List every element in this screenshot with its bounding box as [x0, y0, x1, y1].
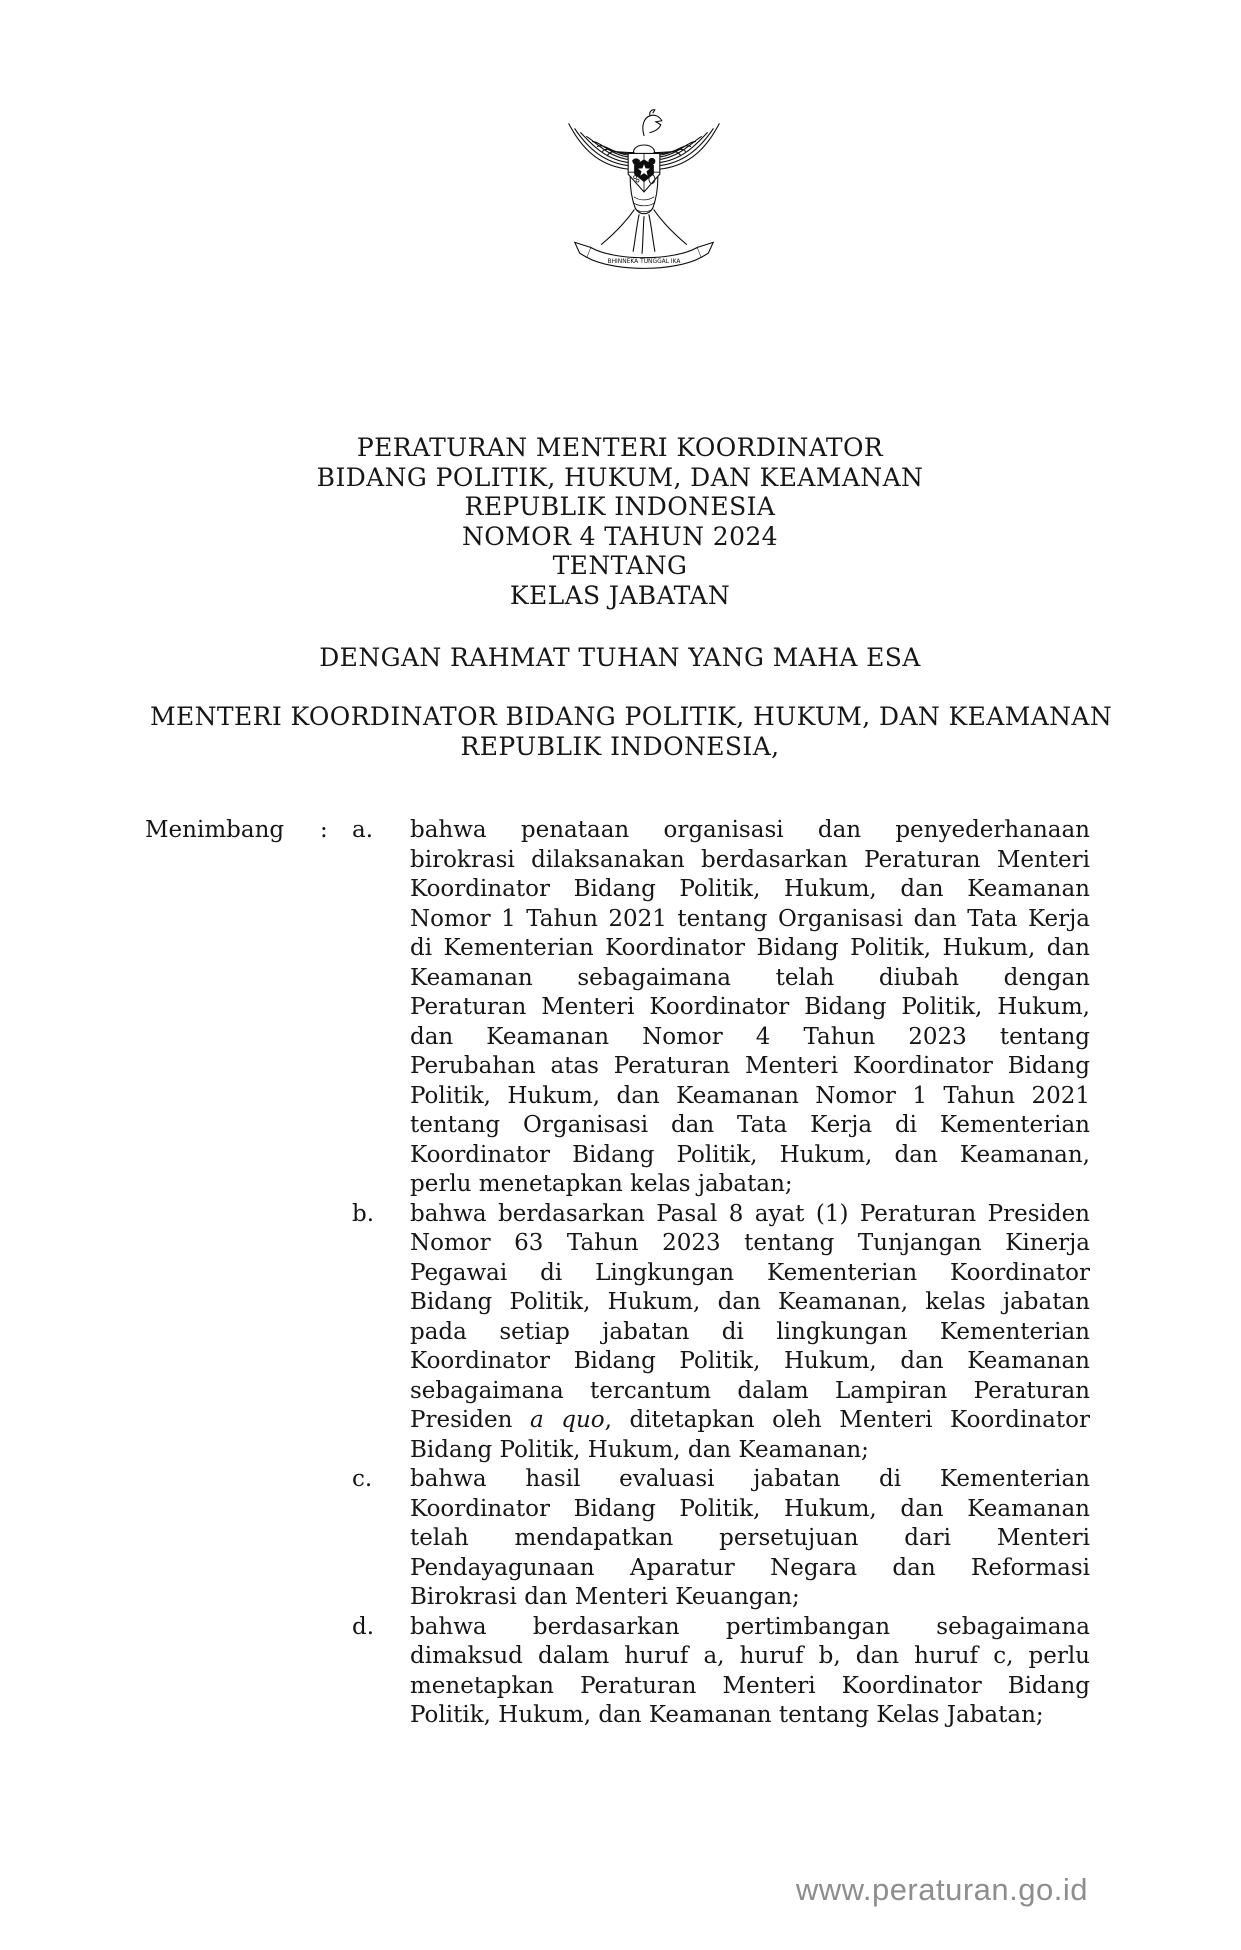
issuing-authority [150, 702, 1113, 761]
item-text: bahwa penataan organisasi dan penyederhanaan birokrasi dilaksanakan berdasarkan Peraturan Menteri Koordinator Bidang Politik, Hukum, dan Keamanan Nomor 1 Tahun 2021 tentang Organisasi dan Tata Kerja di Kementerian Koordinator Bidang Politik, Hukum, dan Keamanan sebagaimana telah diubah dengan Peraturan Menteri Koordinator Bidang Politik, Hukum, dan Keamanan Nomor 4 Tahun 2023 tentang Perubahan atas Peraturan Menteri Koordinator Bidang Politik, Hukum, dan Keamanan Nomor 1 Tahun 2021 tentang Organisasi dan Tata Kerja di Kementerian Koordinator Bidang Politik, Hukum, dan Keamanan, perlu menetapkan kelas jabatan; [410, 817, 1090, 1197]
considerans-item-b [352, 1200, 1090, 1466]
considerans-item-a [352, 816, 1090, 1200]
item-text: bahwa berdasarkan pertimbangan sebagaimana dimaksud dalam huruf a, huruf b, dan huruf c, perlu menetapkan Peraturan Menteri Koordinator Bidang Politik, Hukum, dan Keamanan tentang Kelas Jabatan; [410, 1613, 1090, 1728]
menimbang-items [352, 816, 1090, 1731]
item-marker: b. [352, 1200, 375, 1227]
issuer-line-2: REPUBLIK INDONESIA, [460, 731, 780, 761]
title-line-republic: REPUBLIK INDONESIA [464, 492, 776, 521]
title-line-tentang: TENTANG [552, 551, 688, 580]
document-title [150, 433, 1090, 610]
item-marker: a. [352, 817, 374, 843]
title-line-ministry: BIDANG POLITIK, HUKUM, DAN KEAMANAN [316, 462, 924, 492]
title-line-regulation: PERATURAN MENTERI KOORDINATOR [356, 433, 884, 462]
considerans-item-d [352, 1613, 1090, 1731]
item-text: bahwa hasil evaluasi jabatan di Kementerian Koordinator Bidang Politik, Hukum, dan Keamanan telah mendapatkan persetujuan dari Menteri Pendayagunaan Aparatur Negara dan Reformasi Birokrasi dan Menteri Keuangan; [410, 1466, 1090, 1610]
title-line-subject: KELAS JABATAN [509, 580, 731, 610]
emblem-motto-text: BHINNEKA TUNGGAL IKA [607, 258, 681, 266]
menimbang-section [145, 816, 1090, 1731]
garuda-pancasila-emblem [558, 100, 730, 278]
item-text: bahwa berdasarkan Pasal 8 ayat (1) Peraturan Presiden Nomor 63 Tahun 2023 tentang Tunjangan Kinerja Pegawai di Lingkungan Kementerian Koordinator Bidang Politik, Hukum, dan Keamanan, kelas jabatan pada setiap jabatan di lingkungan Kementerian Koordinator Bidang Politik, Hukum, dan Keamanan sebagaimana tercantum dalam Lampiran Peraturan Presiden a quo, ditetapkan oleh Menteri Koordinator Bidang Politik, Hukum, dan Keamanan; [410, 1200, 1090, 1463]
menimbang-label: Menimbang [145, 817, 285, 843]
invocation-line: DENGAN RAHMAT TUHAN YANG MAHA ESA [319, 643, 921, 672]
garuda-pancasila-icon [558, 100, 730, 278]
considerans-item-c [352, 1465, 1090, 1613]
item-marker: c. [352, 1466, 373, 1492]
footer-watermark-url: www.peraturan.go.id [795, 1872, 1088, 1907]
item-marker: d. [352, 1613, 375, 1640]
issuer-line-1: MENTERI KOORDINATOR BIDANG POLITIK, HUKUM, DAN KEAMANAN [150, 702, 1113, 731]
menimbang-colon: : [320, 817, 328, 843]
title-line-number: NOMOR 4 TAHUN 2024 [462, 521, 778, 551]
